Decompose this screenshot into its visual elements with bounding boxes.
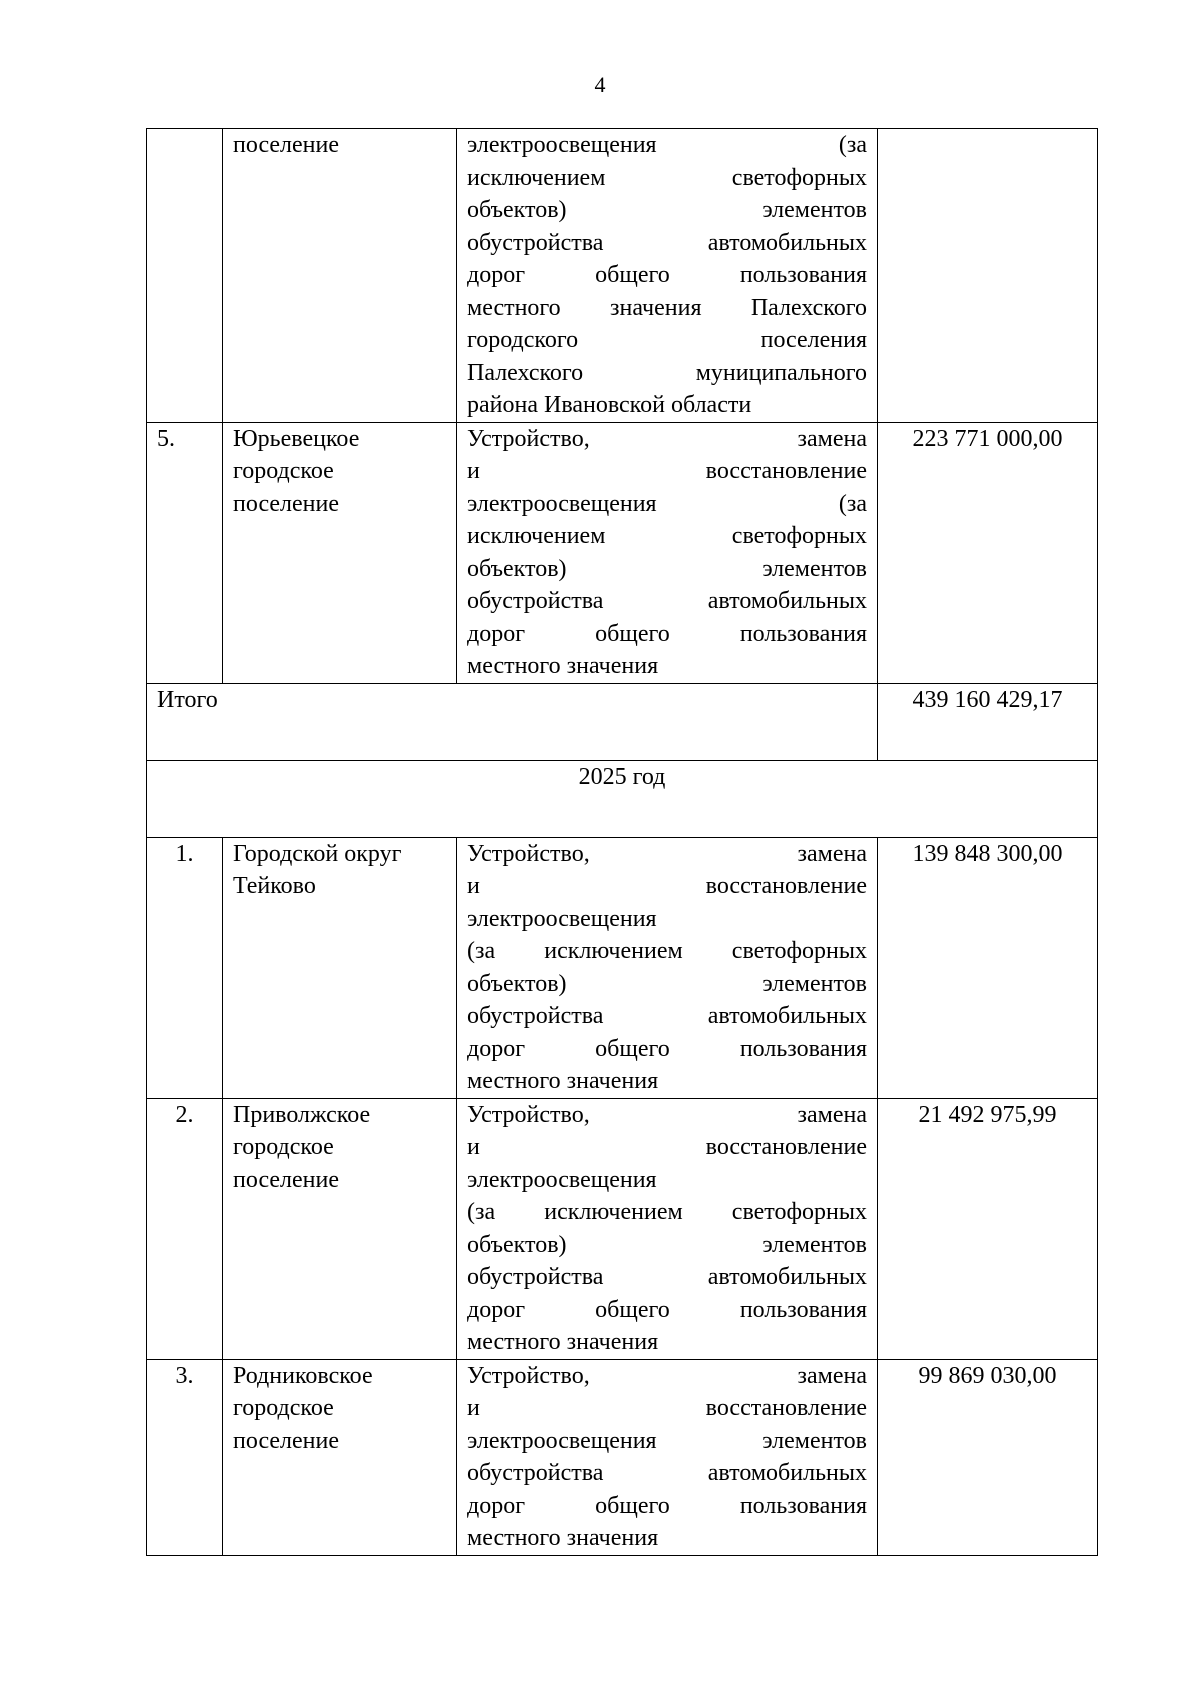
total-sum: 439 160 429,17 (878, 683, 1098, 760)
amount: 139 848 300,00 (878, 837, 1098, 1098)
work-description-line: объектов) элементов (467, 970, 867, 997)
municipality-name-line: городское (233, 1395, 334, 1421)
row-number: 2. (147, 1098, 223, 1359)
work-description-line: обустройства автомобильных (467, 1003, 867, 1029)
work-description-line: (за исключением светофорных (467, 1199, 867, 1225)
work-description-line: обустройства автомобильных (467, 588, 867, 614)
work-description-line: дорог общего пользования (467, 1492, 867, 1519)
municipality-name (223, 129, 457, 423)
amount: 223 771 000,00 (878, 422, 1098, 683)
municipality-name-line: поселение (233, 490, 340, 517)
work-description-line: электроосвещения элементов (467, 1427, 867, 1454)
work-description-line: Палехского муниципального (467, 359, 867, 386)
row-number: 1. (147, 837, 223, 1098)
total-label: Итого (147, 683, 878, 760)
work-description-line: дорог общего пользования (467, 1296, 867, 1323)
municipality-name-line: Городской округ (233, 840, 402, 867)
work-description-line: и восстановление (467, 458, 867, 484)
amount: 21 492 975,99 (878, 1098, 1098, 1359)
year-header: 2025 год (147, 760, 1098, 837)
work-description-line: объектов) элементов (467, 197, 867, 223)
amount (878, 129, 1098, 423)
work-description-line: объектов) элементов (467, 1231, 867, 1258)
work-description-line: местного значения (467, 1329, 659, 1355)
work-description-line: (за исключением светофорных (467, 938, 867, 964)
work-description-line: обустройства автомобильных (467, 1264, 867, 1290)
work-description-line: дорог общего пользования (467, 620, 867, 647)
municipality-name-line: Родниковское (233, 1362, 373, 1389)
work-description (457, 837, 878, 1098)
row-number: 3. (147, 1359, 223, 1555)
page-number: 4 (594, 72, 606, 97)
work-description-line: электроосвещения (за (467, 132, 867, 158)
work-description (457, 129, 878, 423)
work-description (457, 422, 878, 683)
municipality-name-line: Тейково (233, 873, 316, 899)
work-description-line: местного значения (467, 1068, 659, 1094)
work-description-line: Устройство, замена (467, 840, 867, 867)
work-description-line: дорог общего пользования (467, 262, 867, 288)
municipality-name-line: Приволжское (233, 1101, 371, 1128)
year-header-row (147, 760, 1098, 837)
municipality-name (223, 422, 457, 683)
work-description (457, 1098, 878, 1359)
amount: 99 869 030,00 (878, 1359, 1098, 1555)
municipality-name-line: поселение (233, 1427, 340, 1454)
table-row (147, 129, 1098, 423)
work-description-line: городского поселения (467, 327, 867, 353)
work-description-line: местного значения (467, 1525, 659, 1551)
work-description-line: электроосвещения (467, 1166, 657, 1193)
work-description-line: электроосвещения (467, 905, 657, 932)
municipality-name-line: городское (233, 1134, 334, 1160)
table-row (147, 422, 1098, 683)
work-description-line: электроосвещения (за (467, 490, 867, 517)
municipality-name-line: поселение (233, 1166, 340, 1193)
work-description-line: дорог общего пользования (467, 1035, 867, 1062)
budget-table (146, 128, 1098, 1556)
work-description-line: местного значения Палехского (467, 294, 867, 321)
municipality-name (223, 1359, 457, 1555)
work-description-line: и восстановление (467, 1134, 867, 1160)
work-description-line: обустройства автомобильных (467, 229, 867, 256)
municipality-name (223, 1098, 457, 1359)
table-row (147, 1098, 1098, 1359)
work-description-line: исключением светофорных (467, 523, 867, 549)
municipality-name (223, 837, 457, 1098)
work-description-line: и восстановление (467, 1395, 867, 1421)
municipality-name-line: Юрьевецкое (233, 425, 360, 452)
work-description-line: Устройство, замена (467, 1362, 867, 1389)
work-description-line: объектов) элементов (467, 555, 867, 582)
municipality-name-line: поселение (233, 132, 340, 158)
work-description-line: и восстановление (467, 873, 867, 899)
work-description (457, 1359, 878, 1555)
table-row (147, 837, 1098, 1098)
work-description-line: местного значения (467, 653, 659, 679)
table-row (147, 1359, 1098, 1555)
work-description-line: исключением светофорных (467, 164, 867, 191)
total-row (147, 683, 1098, 760)
work-description-line: Устройство, замена (467, 1101, 867, 1128)
municipality-name-line: городское (233, 458, 334, 484)
row-number (147, 129, 223, 423)
work-description-line: обустройства автомобильных (467, 1460, 867, 1486)
row-number: 5. (147, 422, 223, 683)
work-description-line: района Ивановской области (467, 392, 752, 418)
work-description-line: Устройство, замена (467, 425, 867, 452)
